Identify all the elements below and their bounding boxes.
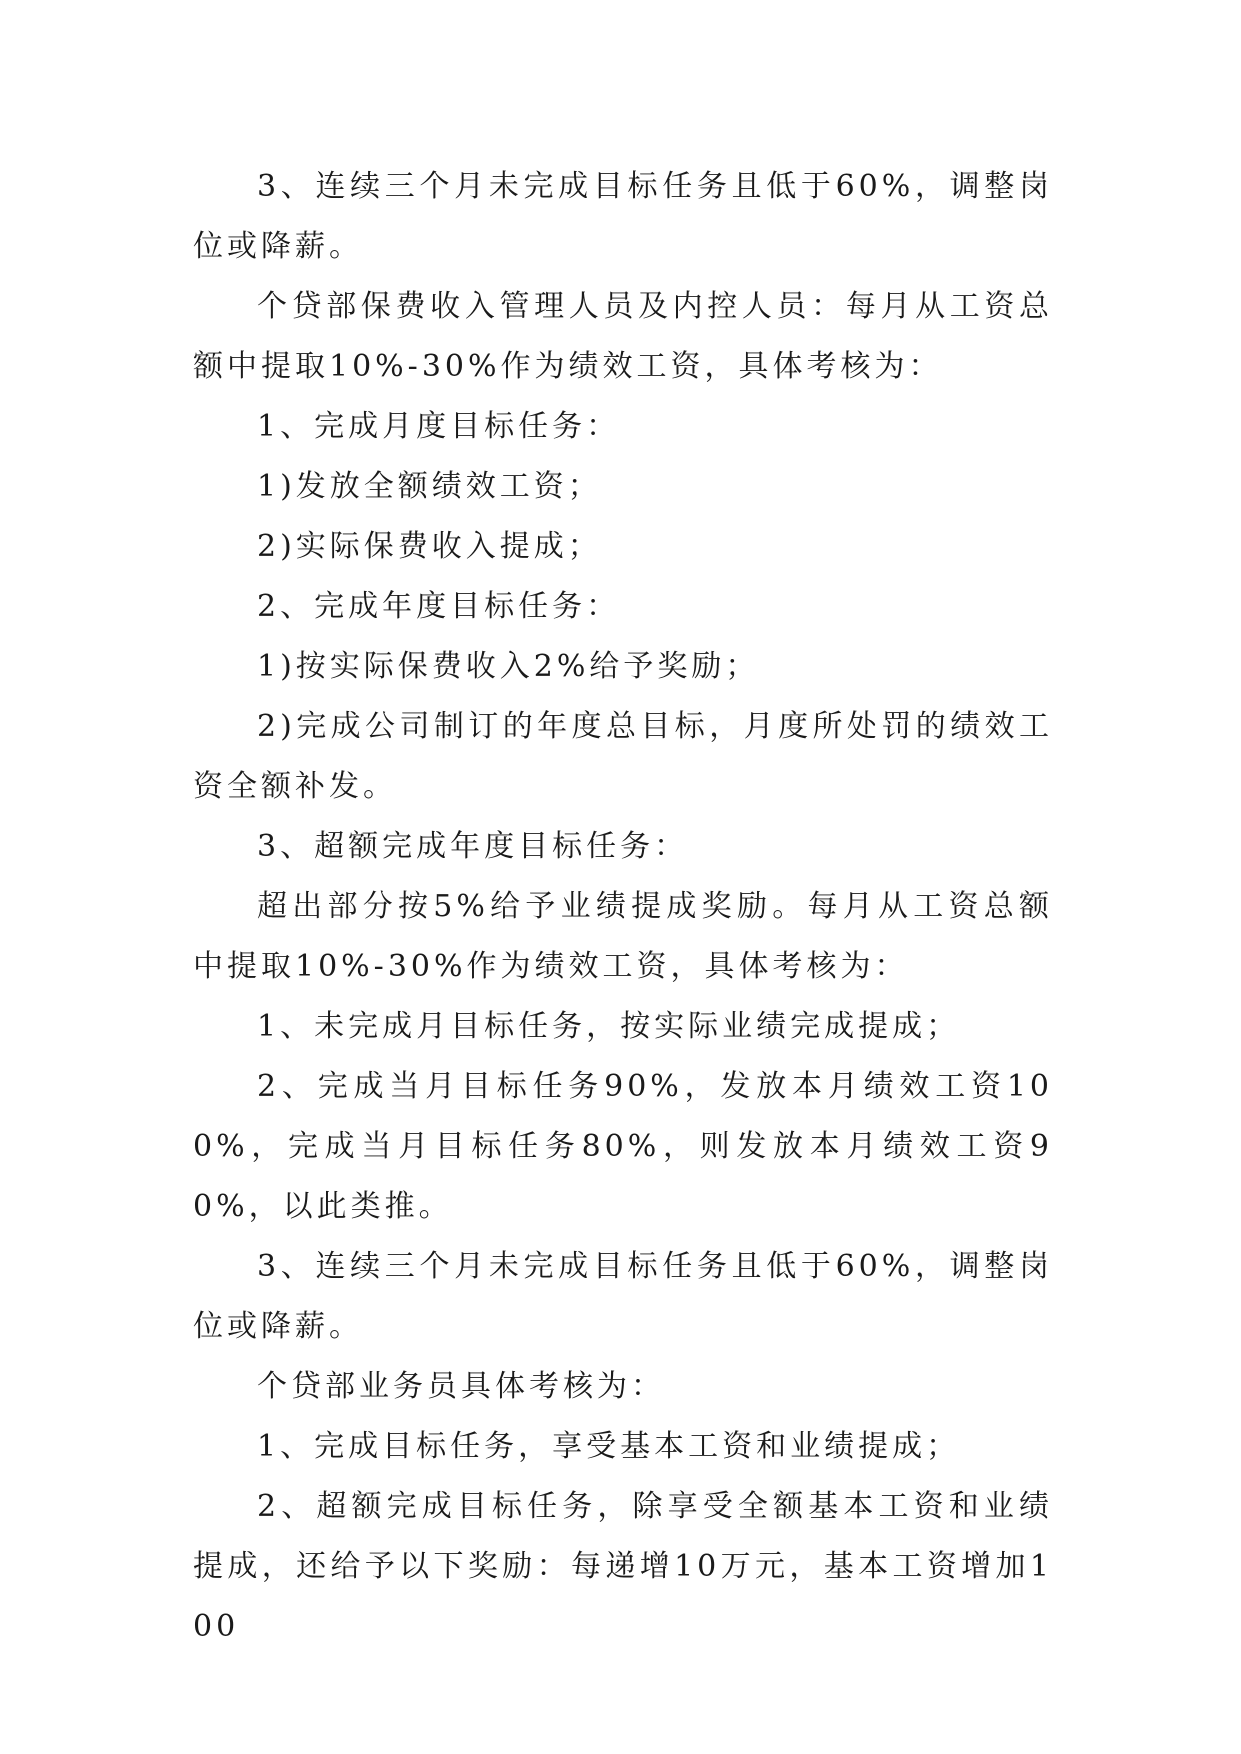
paragraph: 1、完成月度目标任务： — [257, 409, 621, 444]
paragraph: 1、完成目标任务，享受基本工资和业绩提成； — [257, 1429, 961, 1464]
paragraph: 3、连续三个月未完成目标任务且低于60%，调整岗位或降薪。 — [193, 1249, 1053, 1344]
paragraph: 3、连续三个月未完成目标任务且低于60%，调整岗位或降薪。 — [193, 169, 1053, 264]
paragraph: 1)发放全额绩效工资； — [257, 469, 602, 504]
paragraph: 2、完成当月目标任务90%，发放本月绩效工资100%，完成当月目标任务80%，则发放本月绩效工资90%，以此类推。 — [193, 1069, 1053, 1224]
paragraph: 2、完成年度目标任务： — [257, 589, 621, 624]
paragraph: 个贷部保费收入管理人员及内控人员：每月从工资总额中提取10%-30%作为绩效工资，具体考核为： — [193, 289, 1053, 384]
paragraph: 1)按实际保费收入2%给予奖励； — [257, 649, 760, 684]
paragraph: 个贷部业务员具体考核为： — [257, 1369, 665, 1404]
paragraph: 2)实际保费收入提成； — [257, 529, 602, 564]
document-body — [193, 157, 1053, 1657]
paragraph: 3、超额完成年度目标任务： — [257, 829, 689, 864]
paragraph: 2)完成公司制订的年度总目标，月度所处罚的绩效工资全额补发。 — [193, 709, 1053, 804]
paragraph: 1、未完成月目标任务，按实际业绩完成提成； — [257, 1009, 961, 1044]
paragraph: 2、超额完成目标任务，除享受全额基本工资和业绩提成，还给予以下奖励：每递增10万元，基本工资增加100 — [193, 1489, 1053, 1644]
paragraph: 超出部分按5%给予业绩提成奖励。每月从工资总额中提取10%-30%作为绩效工资，具体考核为： — [193, 889, 1053, 984]
